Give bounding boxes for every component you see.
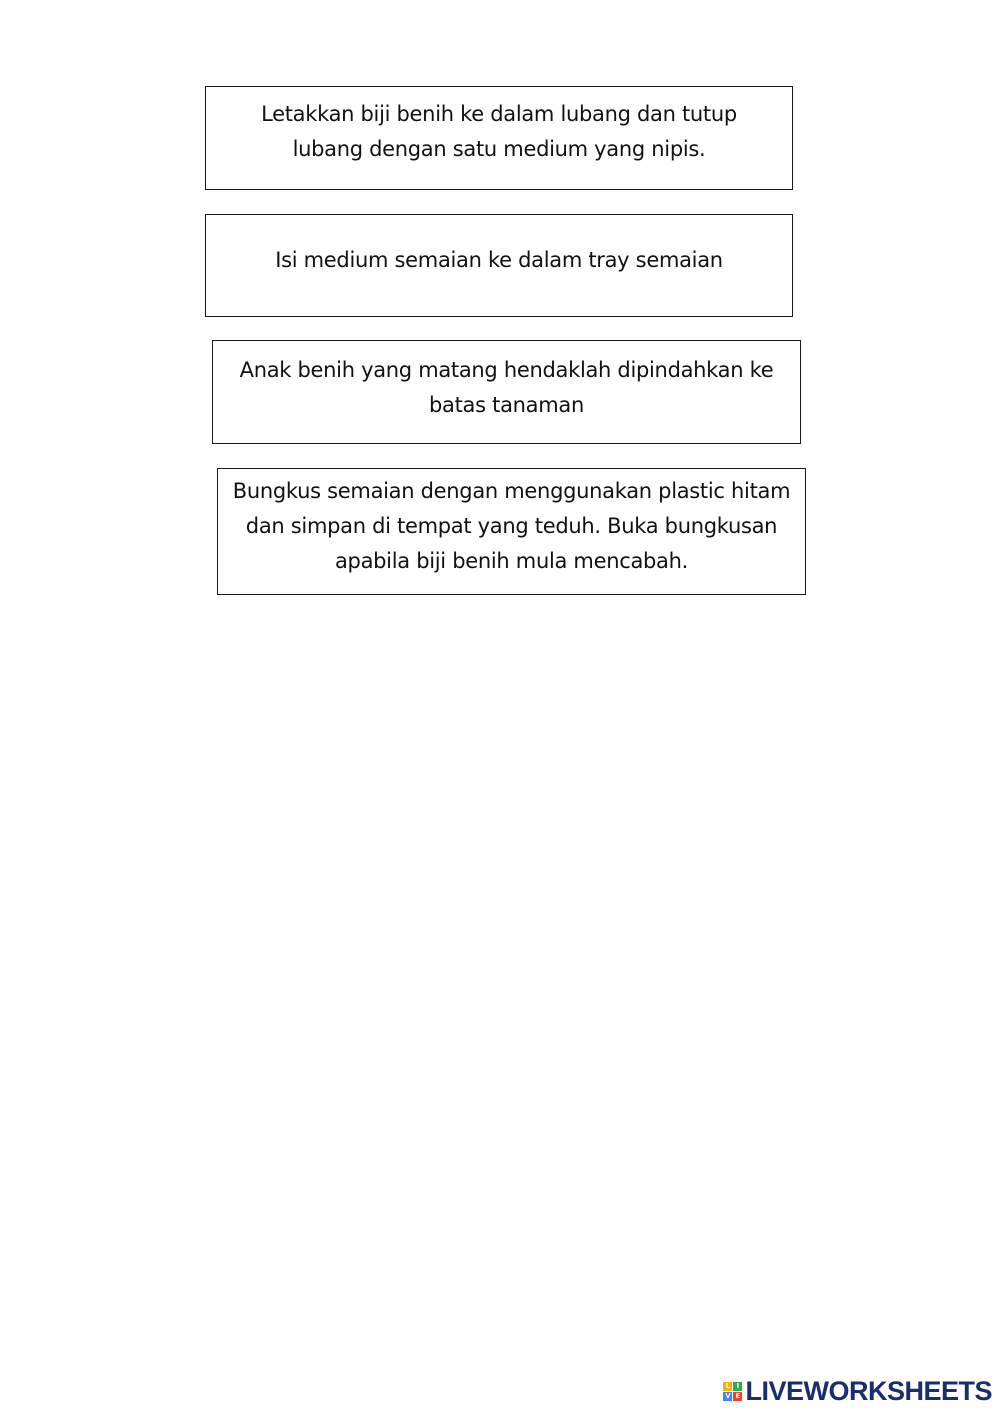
liveworksheets-watermark: [723, 1376, 992, 1407]
step-card-text: Isi medium semaian ke dalam tray semaian: [275, 248, 723, 272]
logo-letter: I: [733, 1382, 742, 1391]
liveworksheets-logo-icon: [723, 1382, 742, 1401]
step-card-text: Bungkus semaian dengan menggunakan plastic hitam dan simpan di tempat yang teduh. Buka bungkusan apabila biji benih mula mencabah.: [232, 479, 791, 573]
logo-letter: V: [725, 1392, 731, 1400]
step-card-text: Letakkan biji benih ke dalam lubang dan tutup lubang dengan satu medium yang nipis.: [261, 102, 737, 161]
step-card-text: Anak benih yang matang hendaklah dipindahkan ke batas tanaman: [239, 358, 774, 417]
step-card-3[interactable]: [212, 340, 801, 444]
logo-letter: E: [733, 1392, 742, 1401]
logo-letter: L: [723, 1382, 732, 1391]
brand-name: LIVEWORKSHEETS: [745, 1376, 992, 1406]
step-card-1[interactable]: [205, 86, 793, 190]
step-card-4[interactable]: [217, 468, 806, 595]
step-card-2[interactable]: [205, 214, 793, 317]
